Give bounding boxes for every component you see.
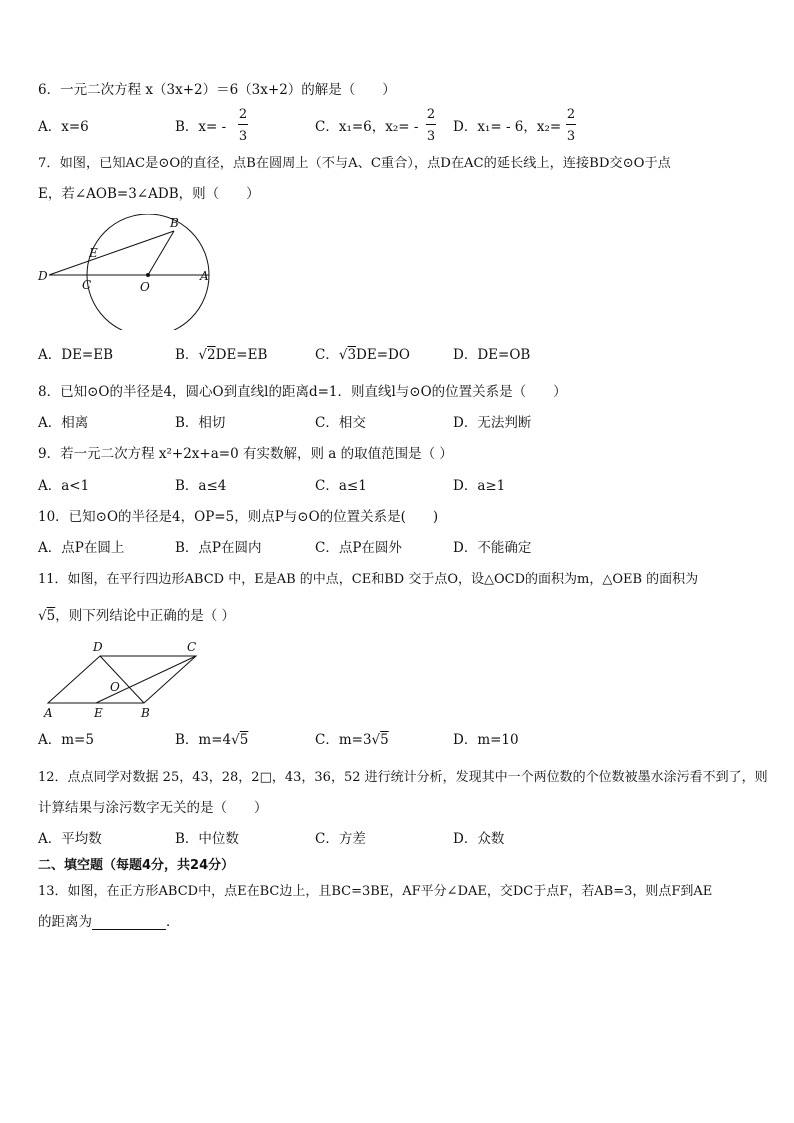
q11-stem-line1: 11．如图，在平行四边形ABCD 中，E是AB 的中点，CE和BD 交于点O，设△OCD的面积为m，△OEB 的面积为: [38, 572, 699, 587]
q7-option-a[interactable]: A．DE=EB: [38, 347, 114, 363]
q12-stem-line1: 12．点点同学对数据 25，43，28，2□，43，36，52 进行统计分析，发现其中一个两位数的个位数被墨水涂污看不到了，则: [38, 770, 768, 785]
q7-option-b-label: B．: [175, 347, 199, 363]
q11-label-a: A: [44, 706, 53, 720]
q11-stem-line2: [38, 610, 235, 624]
q11-option-a[interactable]: A．m=5: [38, 732, 94, 748]
q6-stem: 6．一元二次方程 x（3x+2）＝6（3x+2）的解是（ ）: [38, 82, 396, 98]
q7-label-e: E: [89, 246, 98, 260]
q11-label-o: O: [110, 680, 120, 694]
q7-label-o: O: [140, 280, 150, 294]
q7-option-b[interactable]: [175, 349, 267, 363]
q6-option-d-label: D．x₁= - 6，x₂=: [453, 119, 562, 135]
q9-option-b[interactable]: B．a≤4: [175, 478, 227, 494]
q6-d-frac-num: 2: [566, 107, 576, 122]
q8-option-d[interactable]: D．无法判断: [453, 415, 532, 431]
q11-label-d: D: [93, 640, 103, 654]
q7-line-ob: [148, 231, 174, 275]
q7-figure: [36, 214, 212, 330]
q7-circle: [87, 214, 209, 330]
q6-b-frac-den: 3: [238, 129, 248, 144]
q13-stem-line1: 13．如图，在正方形ABCD中，点E在BC边上，且BC=3BE，AF平分∠DAE，交DC于点F，若AB=3，则点F到AE: [38, 884, 713, 899]
q10-stem: 10．已知⊙O的半径是4，OP=5，则点P与⊙O的位置关系是( ): [38, 509, 439, 525]
q7-c-tail: DE=DO: [356, 347, 410, 363]
q9-stem: 9．若一元二次方程 x²+2x+a=0 有实数解，则 a 的取值范围是（ ）: [38, 446, 453, 462]
q11-radicand: 5: [46, 608, 56, 624]
q10-option-c[interactable]: C．点P在圆外: [315, 540, 402, 556]
q7-b-radicand: 2: [207, 347, 216, 363]
q7-c-sqrt-symbol: √: [338, 347, 348, 363]
q12-stem-line2: 计算结果与涂污数字无关的是（ ）: [38, 800, 268, 816]
q9-option-d[interactable]: D．a≥1: [453, 478, 506, 494]
q11-b-radicand: 5: [239, 732, 249, 748]
q7-stem-line1: 7．如图，已知AC是⊙O的直径，点B在圆周上（不与A、C重合），点D在AC的延长线上，连接BD交⊙O于点: [38, 156, 671, 171]
q7-option-c[interactable]: [315, 349, 410, 363]
section-heading-fill-in: 二、填空题（每题4分，共24分）: [38, 858, 235, 873]
q6-option-d[interactable]: [453, 121, 561, 135]
q8-option-b[interactable]: B．相切: [175, 415, 226, 431]
q11-option-c[interactable]: [315, 734, 389, 748]
q7-line-db: [49, 231, 174, 275]
q7-option-d[interactable]: D．DE=OB: [453, 347, 531, 363]
q11-stem-tail: ，则下列结论中正确的是（ ）: [55, 608, 235, 624]
q9-option-a[interactable]: A．a<1: [38, 478, 90, 494]
q6-option-c[interactable]: [315, 121, 418, 135]
q6-option-c-label: C．x₁=6，x₂= -: [315, 119, 419, 135]
q12-option-a[interactable]: A．平均数: [38, 831, 102, 847]
q10-option-a[interactable]: A．点P在圆上: [38, 540, 125, 556]
q7-b-tail: DE=EB: [215, 347, 268, 363]
q7-label-c: C: [82, 278, 92, 292]
q6-option-b[interactable]: [175, 121, 226, 135]
q11-line-db: [100, 656, 144, 703]
q11-option-b-label: B．m=4: [175, 732, 232, 748]
q11-figure: [36, 638, 206, 722]
q6-c-frac-num: 2: [426, 107, 436, 122]
q6-b-frac-num: 2: [238, 107, 248, 122]
q12-option-b[interactable]: B．中位数: [175, 831, 239, 847]
q8-option-a[interactable]: A．相离: [38, 415, 89, 431]
q8-option-c[interactable]: C．相交: [315, 415, 366, 431]
q7-label-a: A: [200, 269, 209, 283]
q7-label-b: B: [170, 216, 179, 230]
q12-option-d[interactable]: D．众数: [453, 831, 505, 847]
q13-stem-line2: [38, 916, 180, 930]
q10-option-b[interactable]: B．点P在圆内: [175, 540, 262, 556]
q6-d-frac-den: 3: [566, 129, 576, 144]
q7-label-d: D: [38, 269, 48, 283]
q10-option-d[interactable]: D．不能确定: [453, 540, 532, 556]
q13-stem-line2-end: ．: [166, 914, 180, 930]
q13-answer-blank[interactable]: [92, 917, 166, 930]
q11-b-sqrt-symbol: √: [231, 732, 240, 748]
q11-label-e: E: [94, 706, 103, 720]
q6-b-frac-bar: [238, 124, 248, 125]
q7-center-dot: [146, 273, 150, 277]
q11-option-d[interactable]: D．m=10: [453, 732, 519, 748]
q11-option-c-label: C．m=3: [315, 732, 372, 748]
q11-sqrt-symbol: √: [38, 608, 47, 624]
q7-b-sqrt-symbol: √: [198, 347, 208, 363]
q7-c-radicand: 3: [347, 347, 357, 363]
q11-label-b: B: [141, 706, 150, 720]
q9-option-c[interactable]: C．a≤1: [315, 478, 367, 494]
q7-stem-line2: E，若∠AOB=3∠ADB，则（ ）: [38, 186, 260, 202]
q7-option-c-label: C．: [315, 347, 339, 363]
q6-option-b-label: B．x= -: [175, 119, 227, 135]
q13-stem-line2-text: 的距离为: [38, 914, 92, 930]
q11-label-c: C: [187, 640, 197, 654]
q6-option-a[interactable]: A．x=6: [38, 119, 89, 135]
q6-c-frac-bar: [426, 124, 436, 125]
q6-d-frac-bar: [566, 124, 576, 125]
q8-stem: 8．已知⊙O的半径是4，圆心O到直线l的距离d=1．则直线l与⊙O的位置关系是（ ）: [38, 384, 567, 400]
q11-c-radicand: 5: [380, 732, 389, 748]
q12-option-c[interactable]: C．方差: [315, 831, 366, 847]
q11-option-b[interactable]: [175, 734, 248, 748]
q11-c-sqrt-symbol: √: [371, 732, 381, 748]
q6-c-frac-den: 3: [426, 129, 436, 144]
